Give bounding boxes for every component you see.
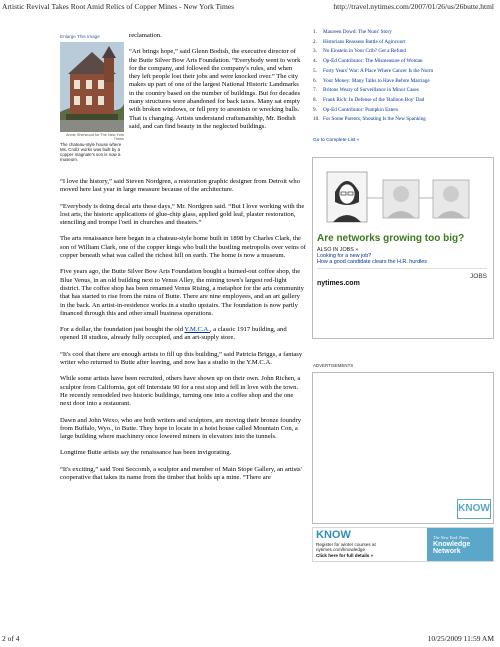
jobs-ad-subtext bbox=[317, 247, 427, 266]
article-paragraph: reclamation. bbox=[129, 32, 162, 39]
person-illustration-left bbox=[327, 172, 367, 222]
article-paragraph: The arts renaissance here began in a chateau-style home built in 1898 by Charles Clark, the son of William Clark, one of the copper kings who built the bustling metropolis over veins of copper beneath what was called the richest hill on earth. The home is now a museum. bbox=[60, 235, 306, 260]
enlarge-image-link[interactable]: Enlarge This Image bbox=[60, 34, 100, 39]
print-footer-page: 2 of 4 bbox=[2, 634, 20, 643]
print-footer-datetime: 10/25/2009 11:59 AM bbox=[427, 634, 494, 643]
print-header-url[interactable]: http://travel.nytimes.com/2007/01/26/us/26butte.html bbox=[333, 2, 494, 11]
article-paragraph: Longtime Butte artists say the renaissance has been invigorating. bbox=[60, 449, 232, 457]
jobs-ad-line2[interactable]: How a good candidate clears the H.R. hurdles bbox=[317, 259, 427, 266]
advertisements-label: ADVERTISEMENTS bbox=[313, 363, 354, 368]
list-item[interactable]: 4. Op-Ed Contributor: The Mismeasure of Woman bbox=[313, 58, 423, 65]
know-advertisement[interactable] bbox=[312, 372, 494, 524]
ymca-text-before: For a dollar, the foundation just bought the old bbox=[60, 326, 185, 334]
ymca-link[interactable]: Y.M.C.A. bbox=[184, 326, 210, 334]
article-paragraph: “It's cool that there are enough artists to fill up this building,” said Patricia Briggs, a fantasy writer who returned to Butte after leaving, and now has a studio in the Y.M.C.A. bbox=[60, 350, 303, 367]
list-item[interactable]: 10. For Some Parents, Shouting Is the New Spanking bbox=[313, 116, 426, 123]
jobs-ad-also: ALSO IN JOBS » bbox=[317, 247, 359, 253]
jobs-advertisement[interactable] bbox=[312, 157, 494, 339]
jobs-ad-headline[interactable]: Are networks growing too big? bbox=[317, 233, 465, 244]
article-paragraph: “I love the history,” said Steven Nordgren, a restoration graphic designer from Detroit who moved here last year in large measure because of the architecture. bbox=[60, 178, 300, 194]
know-logo-small: KNOW bbox=[316, 529, 351, 541]
nytimes-logo: nytimes.com bbox=[317, 280, 360, 287]
article-photo-block bbox=[60, 34, 124, 162]
list-item[interactable]: 9. Op-Ed Contributor: Pumpkin Eaters bbox=[313, 106, 399, 113]
article-side-text bbox=[129, 32, 305, 139]
person-illustration-middle bbox=[383, 180, 419, 218]
article-paragraph: “Everybody is doing decal arts these days,” Mr. Nordgren said. “But I love working with the lost arts, the historic applications of glue-chip glass, applied gold leaf, plaster restoration, stenciling and trompe l'oeil in churches and theaters.” bbox=[60, 202, 305, 227]
list-item[interactable]: 3. No Einstein in Your Crib? Get a Refund bbox=[313, 48, 406, 55]
article-paragraph: Dawn and John Wexo, who are both writers and sculptors, are moving their bronze foundry from Buffalo, Wyo., to Butte. They hope to locate in a hoist house called Mountain Con, a large building where machinery once lowered miners in elevators into the tunnels. bbox=[60, 416, 302, 441]
complete-list-link[interactable]: Go to Complete List » bbox=[313, 138, 360, 143]
photo-caption: The chateau-style house where Ms. Crollz works was built by a copper magnate's son is now a museum. bbox=[60, 142, 122, 162]
list-item[interactable]: 8. Frank Rich: In Defense of the 'Balloon Boy' Dad bbox=[313, 96, 425, 103]
list-item[interactable]: 5. Forty Years' War: A Place Where Cancer Is the Norm bbox=[313, 67, 434, 74]
photo-credit: Annie Sherwood for The New York Times bbox=[66, 133, 124, 141]
person-illustration-right bbox=[433, 180, 469, 218]
article-body bbox=[60, 178, 306, 490]
article-paragraph: Five years ago, the Butte Silver Bow Arts Foundation bought a burned-out coffee shop, the Blue Venus, in an old building next to Venus Alley, the mining town's largest red-light district. The coffee shop has been renamed Venus Rising, a metaphor for the arts community that has started to rise from the ruins of Butte. There are nine employees, and an art gallery in the back. An artist-in-residence works in a studio upstairs. The foundation is now partly financed through this and other small business operations. bbox=[60, 268, 304, 317]
chateau-house-image bbox=[60, 42, 124, 132]
knowledge-ad-text: Register for winter courses at nytimes.com/knowledge Click here for full details » bbox=[316, 542, 376, 558]
article-paragraph-ymca bbox=[60, 326, 306, 343]
most-emailed-list bbox=[313, 28, 493, 125]
article-paragraph: While some artists have been recruited, others have shown up on their own. John Richen, a sculptor from California, got off Interstate 90 for a rest stop and fell in love with the town. He recently remodeled two historic buildings, turning one into a coffee shop and the one next door into a restaurant. bbox=[60, 375, 301, 408]
list-item[interactable]: 2. Historians Reassess Battle of Agincourt bbox=[313, 38, 406, 45]
knowledge-network-brand: The New York Times Knowledge Network bbox=[427, 528, 493, 561]
know-logo: KNOW bbox=[457, 499, 491, 519]
list-item[interactable]: 6. Your Money: Many Talks to Have Before Marriage bbox=[313, 77, 430, 84]
knowledge-network-advertisement[interactable] bbox=[312, 527, 494, 562]
ymca-text-after: , a classic 1917 building, and opened 18 studios, already fully occupied, and an art-supply store. bbox=[60, 326, 287, 342]
list-item[interactable]: 1. Maureen Dowd: The Nuns' Story bbox=[313, 29, 392, 35]
knowledge-ad-cta[interactable]: Click here for full details » bbox=[316, 552, 374, 558]
networking-people-illustration bbox=[321, 168, 483, 226]
jobs-ad-line1[interactable]: Looking for a new job? bbox=[317, 253, 372, 260]
jobs-ad-footer bbox=[317, 268, 487, 290]
jobs-section-label: JOBS bbox=[470, 273, 487, 280]
article-paragraph: “It's exciting,” said Toni Seccomb, a sculptor and member of Main Stope Gallery, an artists' cooperative that takes its name from the timber that holds up a mine. “There are bbox=[60, 465, 302, 482]
article-paragraph: “Art brings hope,” said Glenn Bodish, the executive director of the Butte Silver Bow Arts Foundation. “Everybody went to work for the company, and followed the company's rules, and when they left people lost their jobs and were knocked over.” The city makes up part of one of the largest National Historic Landmarks in the country based on the number of buildings. But for decades many structures were abandoned for back taxes. Many sat empty with broken windows, or fell prey to arsonists or wrecking balls. That is changing. Artists understand craftsmanship, Mr. Bodish said, and can find beauty in the neglected buildings. bbox=[129, 48, 301, 130]
list-item[interactable]: 7. Britons Weary of Surveillance in Minor Cases bbox=[313, 87, 419, 94]
print-header-title: Artistic Revival Takes Root Amid Relics of Copper Mines - New York Times bbox=[2, 2, 235, 11]
house-photo[interactable] bbox=[60, 42, 124, 132]
